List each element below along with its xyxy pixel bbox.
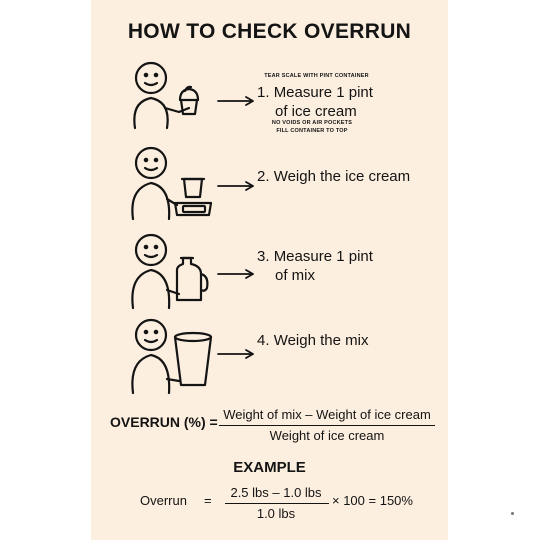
arrow-right-icon <box>216 95 256 107</box>
example-label: Overrun <box>140 493 187 508</box>
arrow-right-icon <box>216 348 256 360</box>
person-with-bucket-icon <box>121 315 221 405</box>
arrow-right-icon <box>216 180 256 192</box>
step-3-line-1: Measure 1 pint <box>273 248 373 265</box>
step-1-note-bottom-2: FILL CONTAINER TO TOP <box>276 128 348 134</box>
step-3-text <box>257 247 373 285</box>
person-with-ice-cream-cup-icon <box>121 58 221 148</box>
step-3-line-2: of mix <box>275 267 316 284</box>
poster-title: HOW TO CHECK OVERRUN <box>127 20 412 43</box>
step-1-note-bottom-1: NO VOIDS OR AIR POCKETS <box>271 120 353 126</box>
example-title: EXAMPLE <box>233 459 306 476</box>
step-2-number: 2. <box>257 168 270 185</box>
formula-denominator: Weight of ice cream <box>269 428 385 443</box>
stray-dot <box>511 512 514 515</box>
example-equals: = <box>204 493 212 508</box>
example-denominator: 1.0 lbs <box>256 506 296 521</box>
example-fraction-line <box>225 503 329 504</box>
formula-fraction-line <box>219 425 435 426</box>
formula-label: OVERRUN (%) = <box>110 414 218 430</box>
step-1-text <box>257 83 373 121</box>
formula-numerator: Weight of mix – Weight of ice cream <box>223 407 431 422</box>
step-4-line-1: Weigh the mix <box>273 332 369 349</box>
step-2-text <box>257 167 410 186</box>
person-with-jug-icon <box>121 230 221 320</box>
step-1-number: 1. <box>257 84 270 101</box>
step-1-line-2: of ice cream <box>275 103 357 120</box>
step-4-number: 4. <box>257 332 270 349</box>
example-result: × 100 = 150% <box>332 493 413 508</box>
step-2-line-1: Weigh the ice cream <box>273 168 411 185</box>
step-1-line-1: Measure 1 pint <box>273 84 373 101</box>
example-numerator: 2.5 lbs – 1.0 lbs <box>230 485 322 500</box>
step-4-text <box>257 331 368 350</box>
step-1-note-top: TEAR SCALE WITH PINT CONTAINER <box>264 73 369 79</box>
instruction-poster <box>91 0 448 540</box>
person-with-scale-icon <box>121 143 221 233</box>
arrow-right-icon <box>216 268 256 280</box>
step-3-number: 3. <box>257 248 270 265</box>
